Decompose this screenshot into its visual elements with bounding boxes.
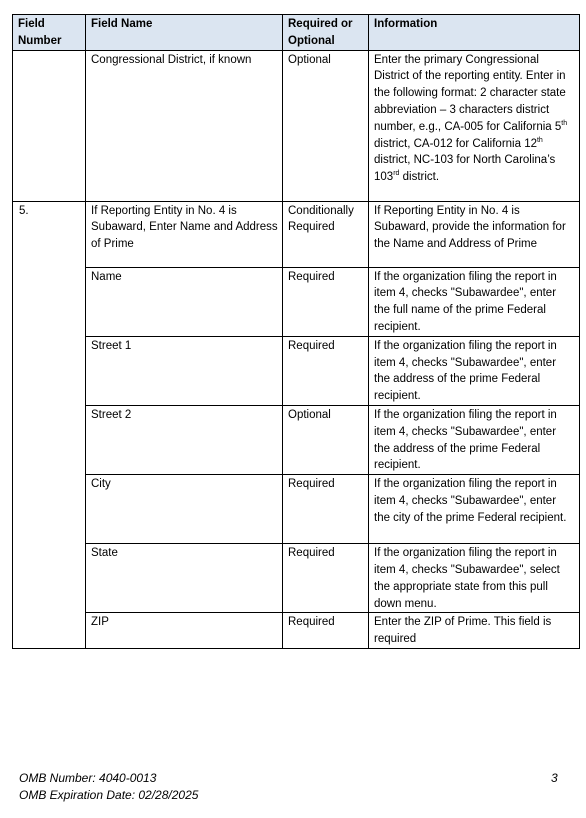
page-footer [19, 770, 198, 804]
table-row [13, 405, 580, 474]
required-cell: Required [283, 613, 369, 649]
table-row [13, 267, 580, 336]
table-row [13, 50, 580, 201]
field-name-cell: If Reporting Entity in No. 4 is Subaward, Enter Name and Address of Prime [86, 201, 283, 267]
field-name-cell: Street 1 [86, 336, 283, 405]
info-text: district, NC-103 for North Carolina’s 103 [374, 154, 556, 184]
field-name-cell: State [86, 544, 283, 613]
information-cell: If the organization filing the report in item 4, checks "Subawardee", enter the address of the prime Federal recipient. [369, 336, 580, 405]
information-cell: If Reporting Entity in No. 4 is Subaward, provide the information for the Name and Address of Prime [369, 201, 580, 267]
field-name-cell: City [86, 475, 283, 544]
field-name-cell: Congressional District, if known [86, 50, 283, 201]
field-name-cell: Name [86, 267, 283, 336]
ordinal-suffix: th [561, 119, 568, 127]
info-text: Enter the primary Congressional District of the reporting entity. Enter in the following format: 2 character state abbreviation – 3 characters district number, e.g., CA-005 for California 5 [374, 53, 566, 133]
table-row [13, 336, 580, 405]
information-cell: Enter the ZIP of Prime. This field is required [369, 613, 580, 649]
information-cell [369, 50, 580, 201]
field-name-cell: Street 2 [86, 405, 283, 474]
table-row [13, 613, 580, 649]
required-cell: Required [283, 336, 369, 405]
information-cell: If the organization filing the report in item 4, checks "Subawardee", select the appropriate state from this pull down menu. [369, 544, 580, 613]
information-cell: If the organization filing the report in item 4, checks "Subawardee", enter the city of the prime Federal recipient. [369, 475, 580, 544]
table-row [13, 544, 580, 613]
required-cell: Required [283, 475, 369, 544]
required-cell: Required [283, 544, 369, 613]
field-table [12, 14, 580, 649]
information-cell: If the organization filing the report in item 4, checks "Subawardee", enter the address of the prime Federal recipient. [369, 405, 580, 474]
omb-number: OMB Number: 4040-0013 [19, 771, 157, 785]
field-name-cell: ZIP [86, 613, 283, 649]
information-cell: If the organization filing the report in item 4, checks "Subawardee", enter the full name of the prime Federal recipient. [369, 267, 580, 336]
info-text: district. [399, 171, 440, 184]
header-required: Required or Optional [283, 15, 369, 51]
ordinal-suffix: th [536, 136, 543, 144]
table-row [13, 201, 580, 267]
field-number-cell [13, 50, 86, 201]
table-header-row [13, 15, 580, 51]
required-cell: Optional [283, 405, 369, 474]
header-information: Information [369, 15, 580, 51]
ordinal-suffix: rd [393, 170, 400, 178]
omb-expiration-date: OMB Expiration Date: 02/28/2025 [19, 788, 199, 802]
info-text: district, CA-012 for California 12 [374, 137, 537, 150]
page-number: 3 [551, 771, 558, 785]
required-cell: Conditionally Required [283, 201, 369, 267]
required-cell: Required [283, 267, 369, 336]
required-cell: Optional [283, 50, 369, 201]
header-field-name: Field Name [86, 15, 283, 51]
header-field-number: Field Number [13, 15, 86, 51]
field-number-cell: 5. [13, 201, 86, 648]
table-row [13, 475, 580, 544]
